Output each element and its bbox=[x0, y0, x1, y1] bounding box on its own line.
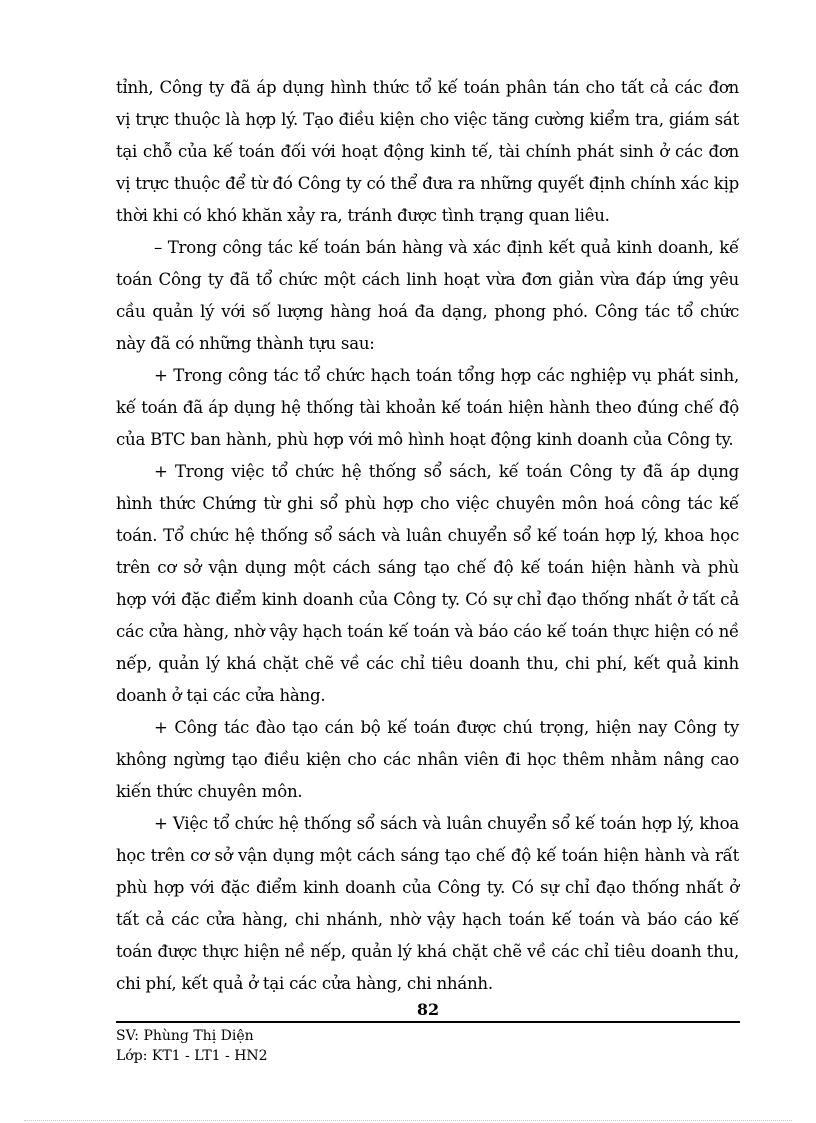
page-bottom-border bbox=[24, 1120, 792, 1121]
body-paragraph: + Trong việc tổ chức hệ thống sổ sách, kế toán Công ty đã áp dụng hình thức Chứng từ ghi sổ phù hợp cho việc chuyên môn hoá công tác kế toán. Tổ chức hệ thống sổ sách và luân chuyển sổ kế toán hợp lý, khoa học trên cơ sở vận dụng một cách sáng tạo chế độ kế toán hiện hành và phù hợp với đặc điểm kinh doanh của Công ty. Có sự chỉ đạo thống nhất ở tất cả các cửa hàng, nhờ vậy hạch toán kế toán và báo cáo kế toán thực hiện có nề nếp, quản lý khá chặt chẽ về các chỉ tiêu doanh thu, chi phí, kết quả kinh doanh ở tại các cửa hàng. bbox=[116, 462, 739, 705]
class-code: Lớp: KT1 - LT1 - HN2 bbox=[116, 1048, 268, 1064]
body-paragraph: + Công tác đào tạo cán bộ kế toán được chú trọng, hiện nay Công ty không ngừng tạo điều kiện cho các nhân viên đi học thêm nhằm nâng cao kiến thức chuyên môn. bbox=[116, 718, 739, 801]
body-paragraph: + Trong công tác tổ chức hạch toán tổng hợp các nghiệp vụ phát sinh, kế toán đã áp dụng hệ thống tài khoản kế toán hiện hành theo đúng chế độ của BTC ban hành, phù hợp với mô hình hoạt động kinh doanh của Công ty. bbox=[116, 366, 739, 449]
body-paragraph: tỉnh, Công ty đã áp dụng hình thức tổ kế toán phân tán cho tất cả các đơn vị trực thuộc là hợp lý. Tạo điều kiện cho việc tăng cường kiểm tra, giám sát tại chỗ của kế toán đối với hoạt động kinh tế, tài chính phát sinh ở các đơn vị trực thuộc để từ đó Công ty có thể đưa ra những quyết định chính xác kịp thời khi có khó khăn xảy ra, tránh được tình trạng quan liêu. bbox=[116, 78, 739, 225]
student-name: SV: Phùng Thị Diện bbox=[116, 1028, 254, 1044]
body-paragraph: – Trong công tác kế toán bán hàng và xác định kết quả kinh doanh, kế toán Công ty đã tổ chức một cách linh hoạt vừa đơn giản vừa đáp ứng yêu cầu quản lý với số lượng hàng hoá đa dạng, phong phó. Công tác tổ chức này đã có những thành tựu sau: bbox=[116, 238, 739, 353]
body-paragraph: + Việc tổ chức hệ thống sổ sách và luân chuyển sổ kế toán hợp lý, khoa học trên cơ sở vận dụng một cách sáng tạo chế độ kế toán hiện hành và rất phù hợp với đặc điểm kinh doanh của Công ty. Có sự chỉ đạo thống nhất ở tất cả các cửa hàng, chi nhánh, nhờ vậy hạch toán kế toán và báo cáo kế toán được thực hiện nề nếp, quản lý khá chặt chẽ về các chỉ tiêu doanh thu, chi phí, kết quả ở tại các cửa hàng, chi nhánh. bbox=[116, 814, 739, 993]
document-body bbox=[116, 72, 739, 1000]
page-number: 82 bbox=[416, 1000, 440, 1019]
page-footer bbox=[116, 1000, 740, 1066]
footer-info bbox=[116, 1026, 740, 1066]
footer-divider bbox=[116, 1021, 740, 1023]
